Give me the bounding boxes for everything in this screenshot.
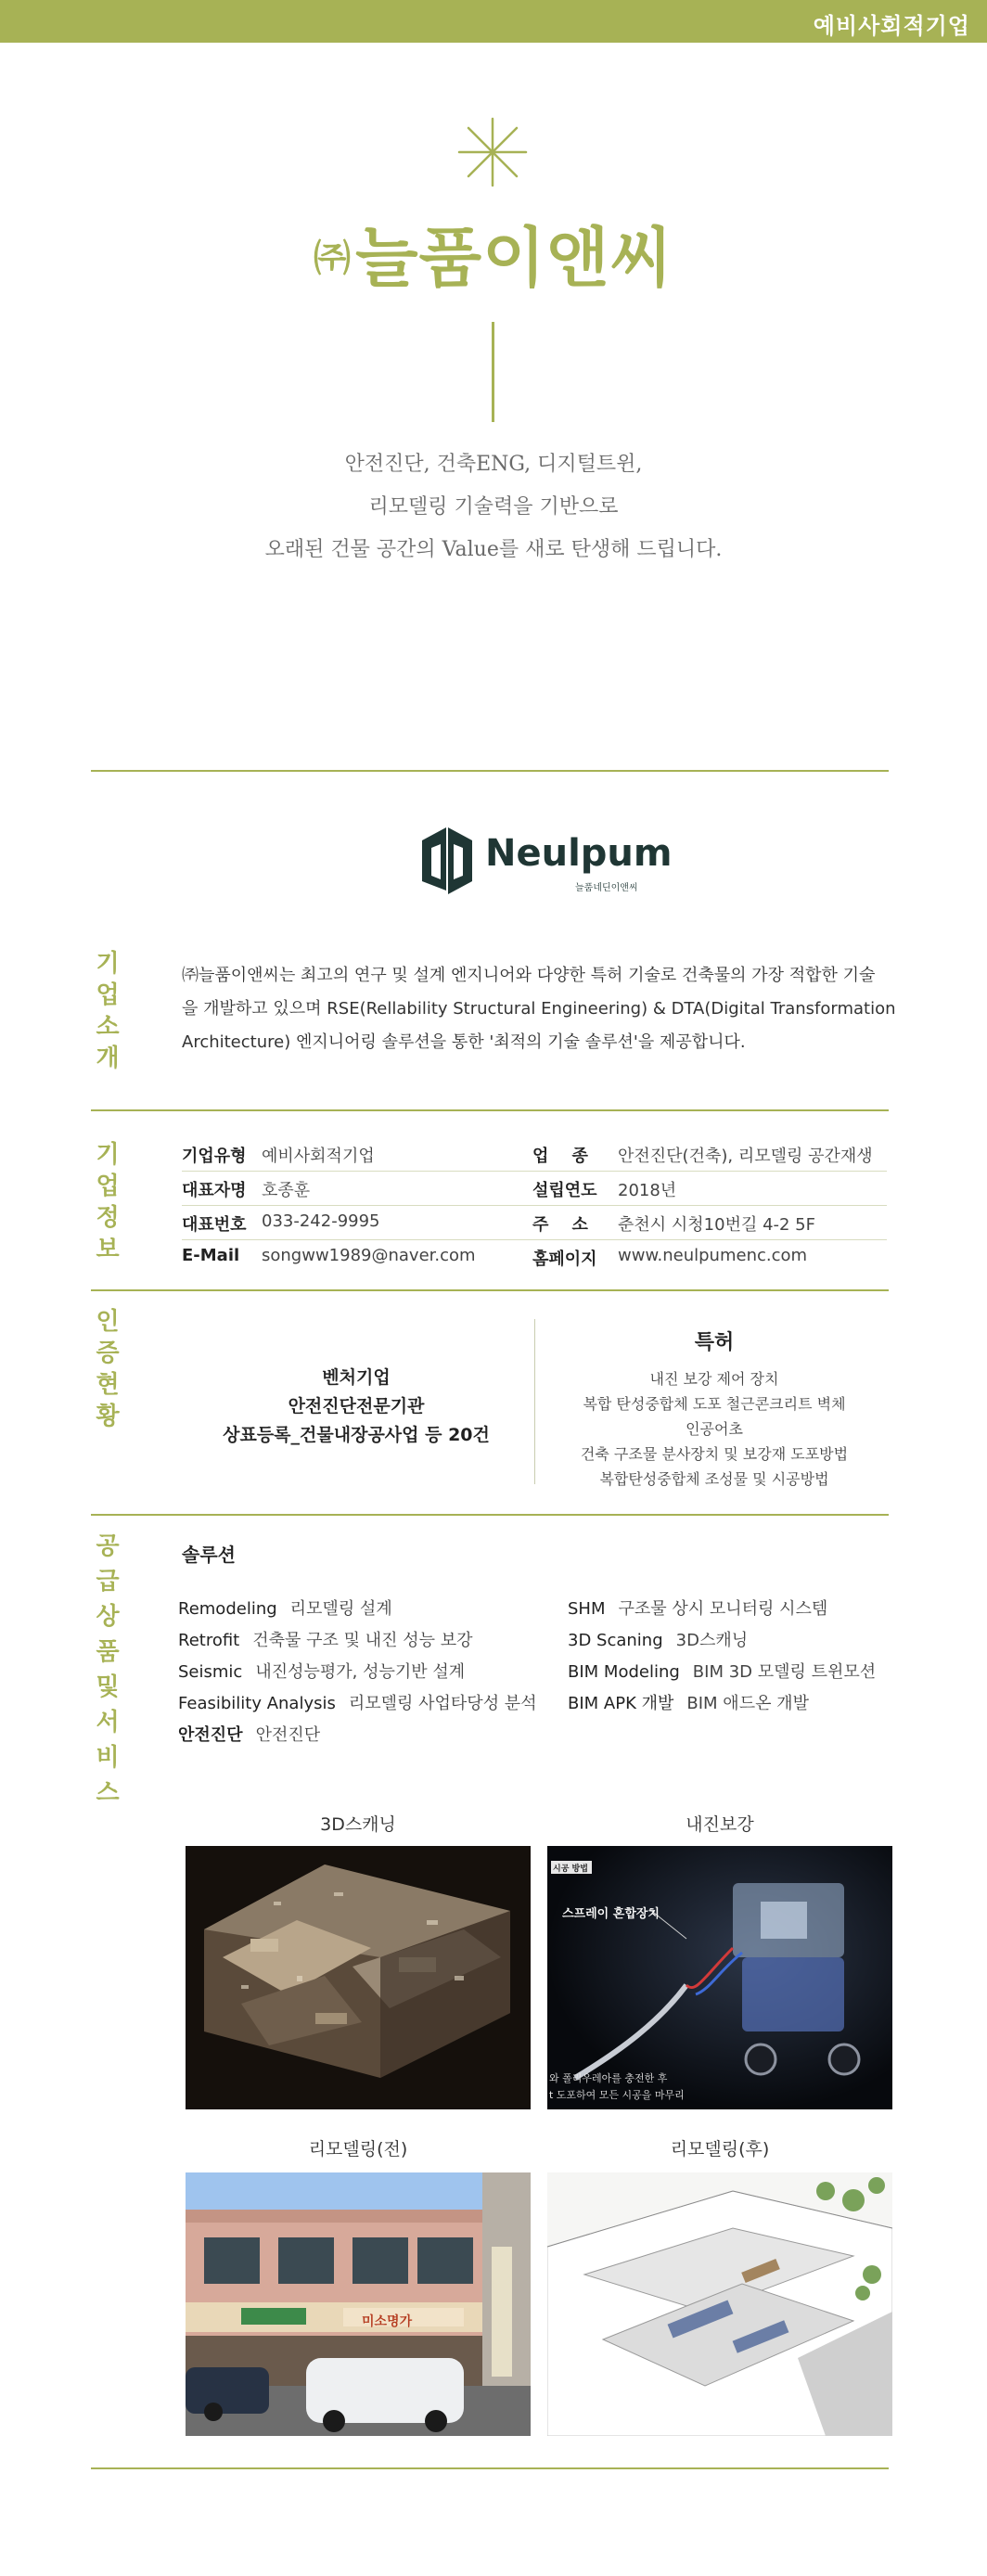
- info-key: 기업유형: [182, 1147, 247, 1166]
- solution-item: [178, 1657, 537, 1688]
- solution-key: BIM Modeling: [568, 1662, 680, 1682]
- solution-item: [178, 1625, 537, 1657]
- solutions-right-list: [568, 1594, 876, 1720]
- patent-list: [547, 1326, 881, 1492]
- solution-value: 건축물 구조 및 내진 성능 보강: [252, 1631, 473, 1650]
- info-key: 업 종: [532, 1147, 588, 1166]
- caption-remodel-before: 리모델링(전): [308, 2139, 408, 2159]
- tagline: [0, 443, 987, 571]
- vertical-divider: [492, 322, 494, 422]
- info-key: 주 소: [532, 1215, 588, 1235]
- info-value: 호종훈: [262, 1181, 311, 1200]
- info-value: 033-242-9995: [262, 1211, 380, 1231]
- solution-value: 3D스캐닝: [675, 1631, 749, 1650]
- solution-item: [568, 1688, 876, 1720]
- photo-3d-scan: [186, 1846, 531, 2109]
- section-divider: [91, 1289, 889, 1291]
- company-name: [0, 206, 987, 300]
- certification-item: 상표등록_건물내장공사업 등 20건: [223, 1425, 490, 1445]
- certification-divider: [534, 1319, 535, 1484]
- info-value: 춘천시 시청10번길 4-2 5F: [618, 1215, 815, 1235]
- patent-item: 복합탄성중합체 조성물 및 시공방법: [599, 1470, 829, 1488]
- solution-value: 리모델링 사업타당성 분석: [348, 1694, 537, 1713]
- solution-item: [568, 1625, 876, 1657]
- social-enterprise-badge: 예비사회적기업: [813, 13, 970, 39]
- neulpum-logo-icon: [418, 820, 476, 902]
- section-label-certifications: 인증현황: [96, 1308, 120, 1430]
- info-value: 안전진단(건축), 리모델링 공간재생: [618, 1147, 873, 1166]
- solutions-left-list: [178, 1594, 537, 1751]
- solution-item: [178, 1688, 537, 1720]
- solution-key: 3D Scaning: [568, 1631, 663, 1650]
- solution-key: Feasibility Analysis: [178, 1694, 336, 1713]
- company-info-table: [182, 1137, 887, 1274]
- caption-remodel-after: 리모델링(후): [670, 2139, 770, 2159]
- info-key: 대표번호: [182, 1215, 247, 1235]
- section-divider: [91, 1514, 889, 1516]
- solutions-title: 솔루션: [182, 1544, 236, 1566]
- tagline-line: 오래된 건물 공간의 Value를 새로 탄생해 드립니다.: [264, 538, 723, 561]
- description-line: Architecture) 엔지니어링 솔루션을 통한 '최적의 기술 솔루션'을 제공합니다.: [182, 1032, 746, 1052]
- email-value[interactable]: songww1989@naver.com: [262, 1246, 476, 1265]
- info-key: 홈페이지: [532, 1250, 597, 1269]
- logo-subtext: 늘품네딘이앤씨: [575, 883, 638, 893]
- certification-item: 안전진단전문기관: [288, 1396, 425, 1416]
- solution-key: Retrofit: [178, 1631, 240, 1650]
- certification-item: 벤처기업: [322, 1367, 391, 1388]
- solution-item: [568, 1594, 876, 1625]
- photo-seismic-device: [547, 1846, 892, 2109]
- solution-item: [568, 1657, 876, 1688]
- section-divider: [91, 2467, 889, 2469]
- solution-key: 안전진단: [178, 1725, 243, 1745]
- solution-key: Remodeling: [178, 1599, 277, 1619]
- solution-value: 안전진단: [255, 1725, 321, 1745]
- solution-value: BIM 애드온 개발: [686, 1694, 809, 1713]
- solution-key: BIM APK 개발: [568, 1694, 674, 1713]
- info-row: [182, 1137, 887, 1171]
- photo-remodel-before: [186, 2172, 531, 2436]
- caption-3d-scanning: 3D스캐닝: [320, 1814, 396, 1835]
- solution-item: [178, 1720, 537, 1751]
- info-key: E-Mail: [182, 1246, 240, 1265]
- caption-seismic-retrofit: 내진보강: [686, 1814, 754, 1835]
- patent-item: 건축 구조물 분사장치 및 보강재 도포방법: [580, 1445, 849, 1463]
- solution-key: Seismic: [178, 1662, 243, 1682]
- sparkle-icon: [455, 115, 530, 189]
- section-label-company-intro: 기업소개: [96, 950, 120, 1072]
- point-cloud-image: [186, 1846, 531, 2109]
- section-divider: [91, 770, 889, 772]
- info-key: 설립연도: [532, 1181, 597, 1200]
- solution-item: [178, 1594, 537, 1625]
- company-description: [182, 959, 896, 1059]
- store-sign: 미소명가: [362, 2314, 413, 2329]
- info-row: [182, 1172, 887, 1205]
- company-prefix: ㈜: [313, 237, 352, 280]
- section-divider: [91, 1109, 889, 1111]
- patent-item: 복합 탄성중합체 도포 철근콘크리트 벽체: [583, 1395, 846, 1413]
- info-row: [182, 1206, 887, 1239]
- photo-note: 와 폴리우레아를 충전한 후: [549, 2072, 668, 2084]
- logo-wordmark: Neulpum: [485, 832, 673, 875]
- info-row: [182, 1240, 887, 1274]
- solution-value: 구조물 상시 모니터링 시스템: [618, 1599, 828, 1619]
- info-value: 2018년: [618, 1181, 677, 1200]
- photo-tag: 시공 방법: [553, 1865, 588, 1874]
- description-line: ㈜늘품이앤씨는 최고의 연구 및 설계 엔지니어와 다양한 특허 기술로 건축물의 가장 적합한 기술: [182, 966, 876, 985]
- certification-list: [182, 1364, 531, 1450]
- description-line: 을 개발하고 있으며 RSE(Rellability Structural Engineering) & DTA(Digital Transformation: [182, 999, 896, 1019]
- photo-remodel-after: [547, 2172, 892, 2436]
- solution-key: SHM: [568, 1599, 606, 1619]
- section-label-company-info: 기업정보: [96, 1141, 120, 1263]
- solution-value: 리모델링 설계: [289, 1599, 392, 1619]
- tagline-line: 리모델링 기술력을 기반으로: [368, 495, 619, 519]
- photo-label: 스프레이 혼합장치: [562, 1907, 660, 1921]
- patent-item: 내진 보강 제어 장치: [649, 1370, 779, 1388]
- building-before-image: [186, 2172, 531, 2436]
- section-label-products-services: 공급상품및서비스: [96, 1532, 120, 1807]
- solution-value: BIM 3D 모델링 트윈모션: [692, 1662, 877, 1682]
- tagline-line: 안전진단, 건축ENG, 디지털트윈,: [344, 453, 643, 476]
- company-name-text: 늘품이앤씨: [354, 220, 674, 296]
- solution-value: 내진성능평가, 성능기반 설계: [255, 1662, 466, 1682]
- patent-title: 특허: [694, 1331, 735, 1354]
- patent-item: 인공어초: [686, 1420, 743, 1438]
- info-value: 예비사회적기업: [262, 1147, 375, 1166]
- photo-note: t 도포하여 모든 시공을 마무리: [549, 2089, 685, 2101]
- homepage-link[interactable]: www.neulpumenc.com: [618, 1246, 808, 1265]
- info-key: 대표자명: [182, 1181, 247, 1200]
